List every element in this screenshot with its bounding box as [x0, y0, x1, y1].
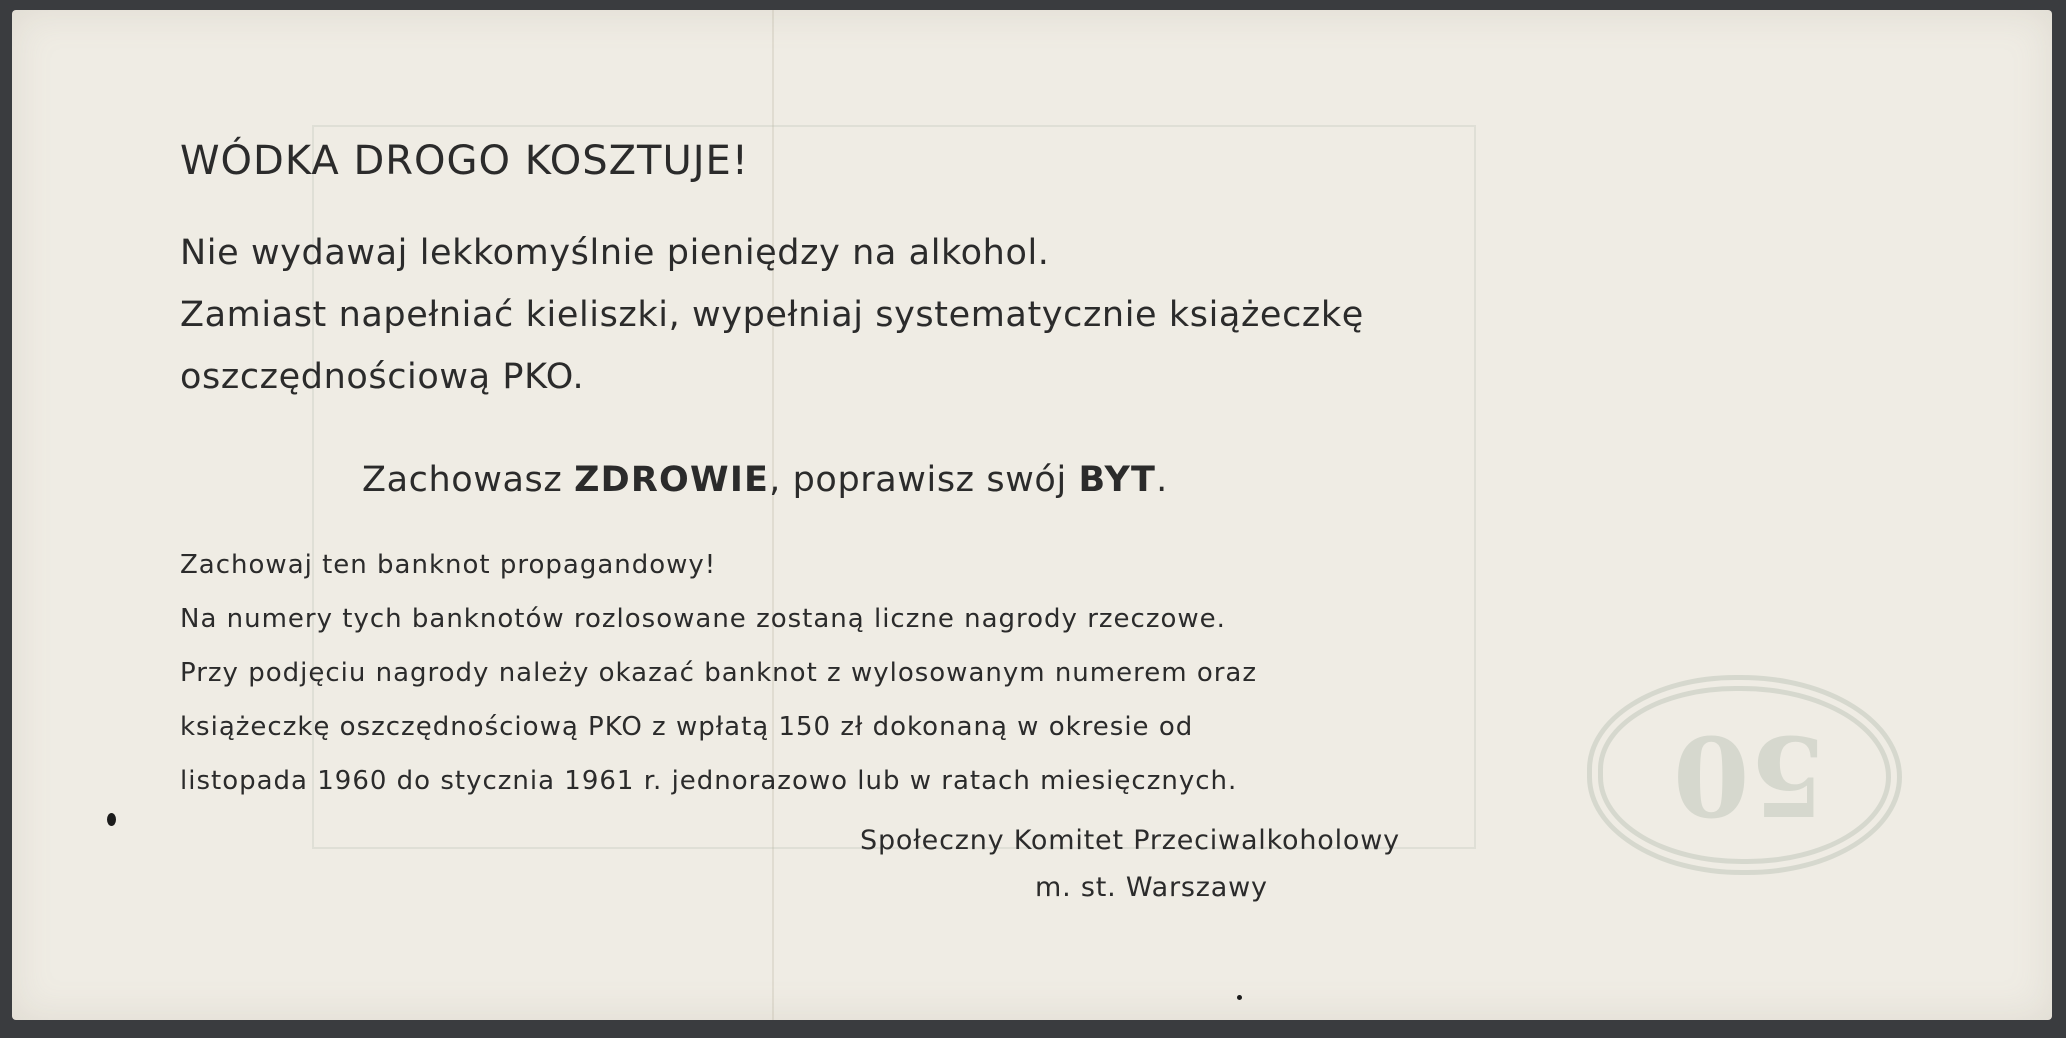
info-line: książeczkę oszczędnościową PKO z wpłatą 150 zł dokonaną w okresie od [180, 712, 1194, 742]
slogan [362, 460, 1168, 500]
slogan-emphasis: ZDROWIE [574, 460, 770, 500]
banknote-back [12, 10, 2052, 1020]
info-line: listopada 1960 do stycznia 1961 r. jednorazowo lub w ratach miesięcznych. [180, 766, 1238, 796]
intro-paragraph [180, 222, 1364, 408]
intro-line: Nie wydawaj lekkomyślnie pieniędzy na alkohol. [180, 233, 1050, 273]
slogan-text: . [1156, 460, 1168, 500]
watermark-rosette [1587, 675, 1902, 875]
info-paragraph [180, 538, 1257, 808]
intro-line: Zamiast napełniać kieliszki, wypełniaj systematycznie książeczkę [180, 295, 1364, 335]
intro-line: oszczędnościową PKO. [180, 357, 585, 397]
info-line: Przy podjęciu nagrody należy okazać banknot z wylosowanym numerem oraz [180, 658, 1257, 688]
ink-spot [107, 813, 116, 826]
signature-organization: Społeczny Komitet Przeciwalkoholowy [860, 825, 1400, 856]
info-line: Na numery tych banknotów rozlosowane zostaną liczne nagrody rzeczowe. [180, 604, 1226, 634]
ink-spot [1237, 995, 1242, 1000]
info-line: Zachowaj ten banknot propagandowy! [180, 550, 717, 580]
slogan-text: , poprawisz swój [769, 460, 1079, 500]
slogan-emphasis: BYT [1078, 460, 1157, 500]
heading: WÓDKA DROGO KOSZTUJE! [180, 138, 749, 184]
watermark-numeral: 50 [1673, 711, 1827, 840]
signature-city: m. st. Warszawy [1035, 872, 1268, 903]
slogan-text: Zachowasz [362, 460, 575, 500]
